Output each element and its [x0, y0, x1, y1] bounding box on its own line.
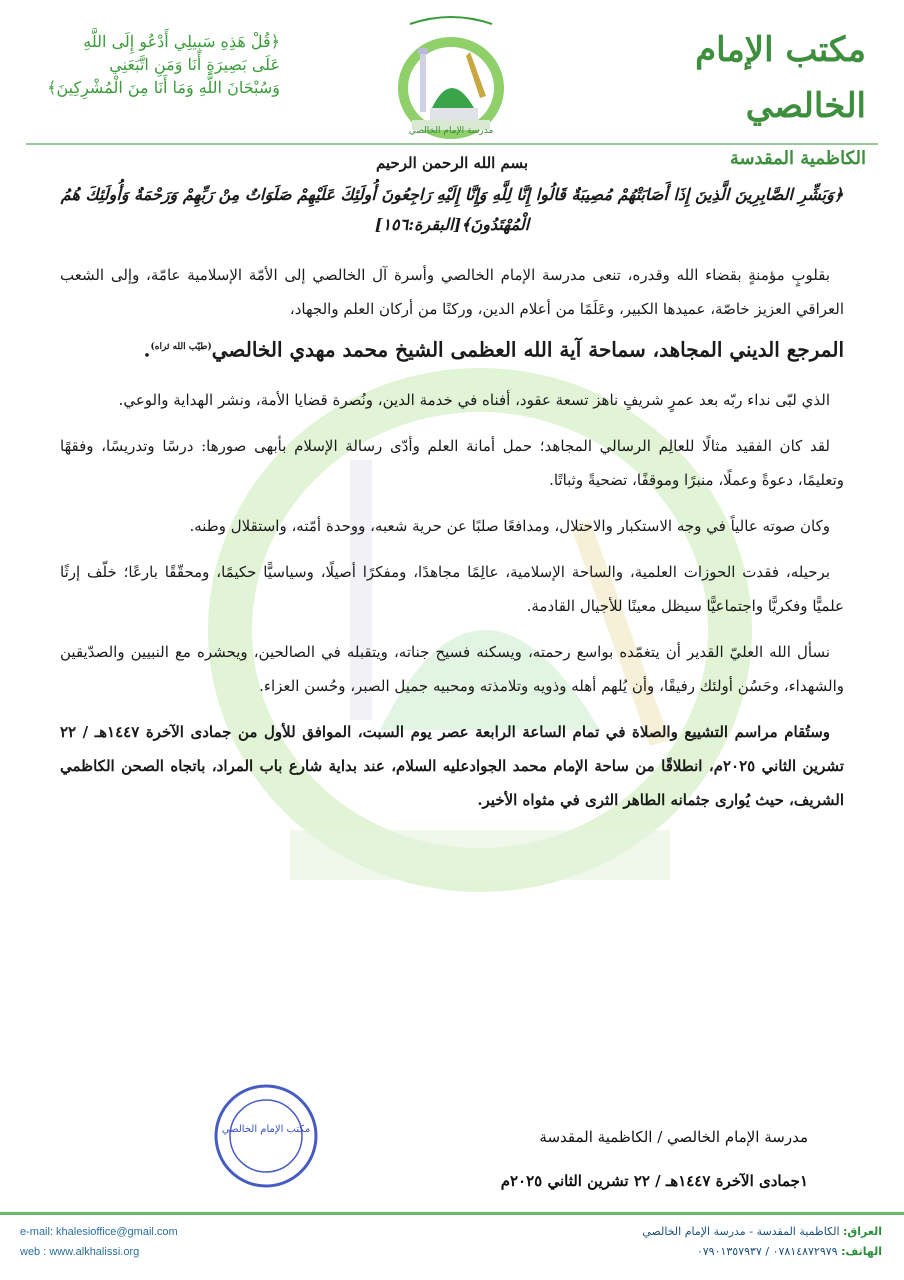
office-header	[616, 22, 866, 169]
header-verse	[40, 30, 280, 99]
website-link[interactable]: web : www.alkhalissi.org	[20, 1246, 140, 1258]
letter-date: ١جمادى الآخرة ١٤٤٧هـ / ٢٢ تشرين الثاني ٢٠٢٥م	[500, 1172, 808, 1190]
email-link[interactable]: e-mail: khalesioffice@gmail.com	[20, 1226, 178, 1238]
signature: مدرسة الإمام الخالصي / الكاظمية المقدسة	[539, 1128, 808, 1146]
paragraph-loss: برحيله، فقدت الحوزات العلمية، والساحة الإسلامية، عالِمًا مجاهدًا، ومفكرًا أصيلًا، وسياسيًّا حكيمًا، ومحقّقًا بارعًا؛ خلّف إرثًا علميًّا وفكريًّا واجتماعيًّا سيظل معينًا للأجيال القادمة.	[60, 562, 844, 615]
footer-divider	[0, 1212, 904, 1215]
office-location: الكاظمية المقدسة	[729, 148, 866, 169]
header-divider	[26, 143, 878, 145]
header-verse-line: وَسُبْحَانَ اللَّهِ وَمَا أَنَا مِنَ الْمُشْرِكِينَ﴾	[47, 78, 280, 97]
stamp-text: مكتب الإمام الخالصي	[221, 1124, 311, 1135]
phone-label: الهاتف:	[841, 1245, 882, 1258]
letter-body	[60, 150, 844, 829]
phone-numbers: ٠٧٨١٤٨٧٢٩٧٩ / ٠٧٩٠١٣٥٧٩٣٧	[696, 1245, 838, 1258]
address-label: العراق:	[843, 1225, 882, 1238]
official-stamp-icon	[212, 1082, 320, 1190]
basmala: بسم الله الرحمن الرحيم	[375, 154, 529, 172]
signature-block	[501, 1115, 808, 1203]
paragraph-life: الذي لبّى نداء ربّه بعد عمرٍ شريفٍ ناهز تسعة عقود، أفناه في خدمة الدين، ونُصرة قضايا الأمة، ونشر الهداية والوعي.	[118, 390, 830, 409]
paragraph-funeral: وستُقام مراسم التشييع والصلاة في تمام الساعة الرابعة عصر يوم السبت، الموافق للأول من جمادى الآخرة ١٤٤٧هـ / ٢٢ تشرين الثاني ٢٠٢٥م، انطلاقًا من ساحة الإمام محمد الجوادعليه السلام، عند بداية شارع باب المراد، باتجاه الصحن الكاظمي الشريف، حيث يُوارى جثمانه الطاهر الثرى في مثواه الأخير.	[60, 722, 844, 809]
deceased-name: المرجع الديني المجاهد، سماحة آية الله العظمى الشيخ محمد مهدي الخالصي$^{(طيّب الله ثراه)}$.	[143, 337, 844, 362]
paragraph-announcement	[60, 258, 844, 326]
header-verse-line: ﴿قُلْ هَذِهِ سَبِيلِي أَدْعُو إِلَى اللَّهِ	[83, 32, 280, 51]
office-name: مكتب الإمام الخالصي	[695, 30, 866, 126]
footer-address	[642, 1222, 882, 1262]
address-text: الكاظمية المقدسة - مدرسة الإمام الخالصي	[642, 1225, 840, 1238]
deceased-name-text: المرجع الديني المجاهد، سماحة آية الله العظمى الشيخ محمد مهدي الخالصي	[211, 337, 844, 362]
paragraph-text: بقلوبٍ مؤمنةٍ بقضاء الله وقدره، تنعى مدرسة الإمام الخالصي وأسرة آل الخالصي إلى الأمّة الإسلامية عامّة، وإلى الشعب العراقي العزيز خاصّة، عميدها الكبير، وعَلَمًا من أعلام الدين، وركنًا من أركان العلم والجهاد،	[60, 266, 844, 318]
paragraph-prayer: نسأل الله العليّ القدير أن يتغمّده بواسع رحمته، ويسكنه فسيح جناته، ويتقبله في الصالحين، ويحشره مع النبيين والصدّيقين والشهداء، وحَسُن أولئك رفيقًا، وأن يُلهم أهله وذويه وتلامذته ومحبيه جميل الصبر، وحُسن العزاء.	[60, 642, 844, 695]
honorific: (طيّب الله ثراه)	[150, 342, 212, 352]
school-logo-icon	[382, 12, 520, 142]
footer-contacts	[20, 1222, 178, 1262]
quran-verse: ﴿وَبَشِّرِ الصَّابِرِينَ الَّذِينَ إِذَا أَصَابَتْهُمْ مُصِيبَةٌ قَالُوا إِنَّا لِلَّهِ وَإِنَّا إِلَيْهِ رَاجِعُونَ أُولَئِكَ عَلَيْهِمْ صَلَوَاتٌ مِنْ رَبِّهِمْ وَرَحْمَةٌ وَأُولَئِكَ هُمُ الْمُهْتَدُونَ﴾[البقرة:١٥٦]	[60, 185, 844, 234]
paragraph-legacy: لقد كان الفقيد مثالًا للعالِم الرسالي المجاهد؛ حمل أمانة العلم وأدّى رسالة الإسلام بأبهى صورها: درسًا وتدريسًا، وفقهًا وتعليمًا، دعوةً وعملًا، منبرًا وموقفًا، تضحيةً وثباتًا.	[60, 436, 844, 489]
logo-caption: مدرسة الإمام الخالصي	[408, 126, 494, 136]
paragraph-stance: وكان صوته عالياً في وجه الاستكبار والاحتلال، ومدافعًا صلبًا عن حرية شعبه، ووحدة أمّته، واستقلال وطنه.	[189, 516, 830, 535]
header-verse-line: عَلَى بَصِيرَةٍ أَنَا وَمَنِ اتَّبَعَنِي	[109, 55, 280, 74]
